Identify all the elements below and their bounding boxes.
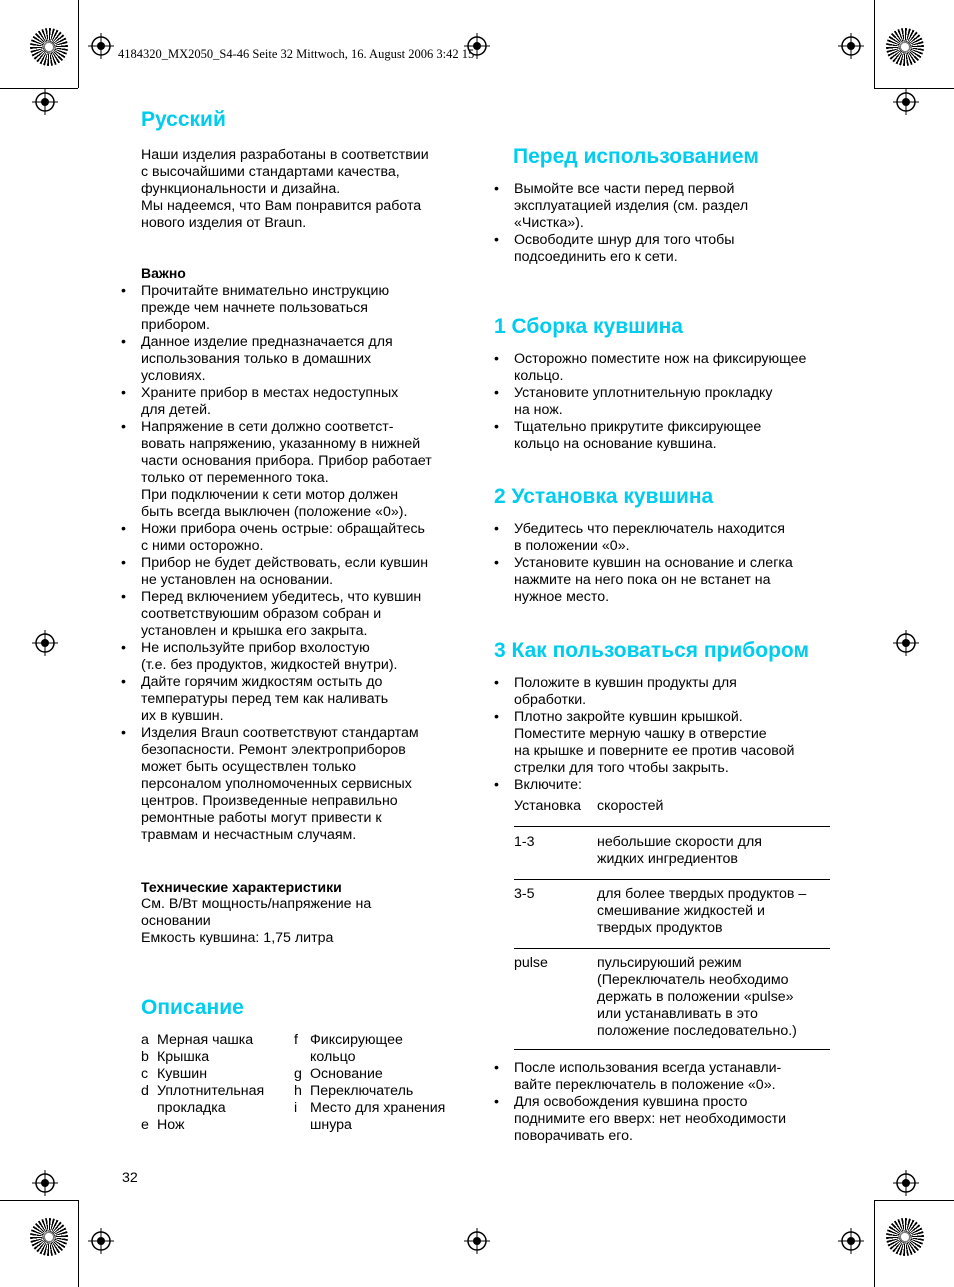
important-heading: Важно: [141, 265, 186, 281]
intro-text: Наши изделия разработаны в соответствии с высочайшими стандартами качества, функциональности и дизайна. Мы надеемся, что Вам понравится работа нового изделия от Braun.: [141, 147, 429, 231]
registration-mark-icon: [88, 1228, 114, 1254]
description-item: b Крышка: [141, 1049, 210, 1065]
list-item: • Плотно закройте кувшин крышкой. Поместите мерную чашку в отверстие на крышке и поверните ее против часовой стрелки для того чтобы закрыть.: [494, 709, 839, 777]
important-list: [121, 283, 466, 844]
before-use-title: Перед использованием: [513, 145, 759, 168]
list-item: • Тщательно прикрутите фиксирующее кольцо на основание кувшина.: [494, 419, 839, 453]
page-title: Русский: [141, 108, 226, 131]
registration-mark-icon: [88, 33, 114, 59]
description-item: i Место для хранения шнура: [294, 1100, 446, 1133]
list-item: • Прибор не будет действовать, если кувшин не установлен на основании.: [121, 555, 466, 589]
table-row: 3-5 для более твердых продуктов – смешивание жидкостей и твердых продуктов: [514, 880, 830, 949]
list-item: • Осторожно поместите нож на фиксирующее кольцо.: [494, 351, 839, 385]
description-column-1: [141, 1032, 291, 1134]
registration-mark-icon: [464, 1228, 490, 1254]
list-item: • Включите:: [494, 777, 839, 794]
list-item: • Установите уплотнительную прокладку на нож.: [494, 385, 839, 419]
page-number: 32: [122, 1170, 138, 1186]
registration-mark-icon: [893, 1170, 919, 1196]
list-item: • Ножи прибора очень острые: обращайтесь с ними осторожно.: [121, 521, 466, 555]
crop-mark: [874, 1200, 954, 1201]
registration-mark-icon: [32, 630, 58, 656]
section-1-title: 1 Сборка кувшина: [494, 315, 683, 338]
color-target-icon: [886, 1218, 924, 1256]
table-row: 1-3 небольшие скорости для жидких ингредиентов: [514, 827, 830, 880]
list-item: • Для освобождения кувшина просто поднимите его вверх: нет необходимости поворачивать его.: [494, 1094, 839, 1145]
list-item: • После использования всегда устанавли- вайте переключатель в положение «0».: [494, 1060, 839, 1094]
list-item: • Вымойте все части перед первой эксплуатацией изделия (см. раздел «Чистка»).: [494, 181, 834, 232]
color-target-icon: [886, 28, 924, 66]
list-item: • Не используйте прибор вхолостую (т.е. без продуктов, жидкостей внутри).: [121, 640, 466, 674]
registration-mark-icon: [838, 33, 864, 59]
description-title: Описание: [141, 996, 244, 1019]
list-item: • Установите кувшин на основание и слегка нажмите на него пока он не встанет на нужное место.: [494, 555, 839, 606]
before-use-list: [494, 181, 834, 266]
description-item: h Переключатель: [294, 1083, 414, 1099]
crop-mark: [78, 0, 79, 88]
list-item: • Убедитесь что переключатель находится в положении «0».: [494, 521, 839, 555]
speed-table-header: Установка скоростей: [514, 798, 830, 827]
crop-mark: [874, 1200, 875, 1287]
description-item: a Мерная чашка: [141, 1032, 254, 1048]
list-item: • Положите в кувшин продукты для обработки.: [494, 675, 839, 709]
list-item: • Напряжение в сети должно соответст- вовать напряжению, указанному в нижней части основания прибора. Прибор работает только от переменного тока. При подключении к сети мотор должен быть всегда выключен (положение «0»).: [121, 419, 466, 521]
section-3-title: 3 Как пользоваться прибором: [494, 639, 809, 662]
color-target-icon: [30, 1218, 68, 1256]
description-item: g Основание: [294, 1066, 383, 1082]
registration-mark-icon: [893, 89, 919, 115]
tech-heading: Технические характеристики: [141, 879, 342, 895]
registration-mark-icon: [838, 1228, 864, 1254]
after-use-list: [494, 1060, 839, 1145]
color-target-icon: [30, 28, 68, 66]
description-item: d Уплотнительная прокладка: [141, 1083, 265, 1116]
registration-mark-icon: [893, 630, 919, 656]
list-item: • Храните прибор в местах недоступных для детей.: [121, 385, 466, 419]
section-2-list: [494, 521, 839, 606]
table-row: pulse пульсируюший режим (Переключатель необходимо держать в положении «pulse» или устанавливать в это положение последовательно.): [514, 949, 830, 1050]
description-item: e Нож: [141, 1117, 185, 1133]
list-item: • Перед включением убедитесь, что кувшин соответствуюшим образом собран и установлен и крышка его закрыта.: [121, 589, 466, 640]
crop-mark: [78, 1200, 79, 1287]
tech-text: См. В/Вт мощность/напряжение на основании Емкость кувшина: 1,75 литра: [141, 896, 372, 946]
list-item: • Дайте горячим жидкостям остыть до температуры перед тем как наливать их в кувшин.: [121, 674, 466, 725]
print-header: 4184320_MX2050_S4-46 Seite 32 Mittwoch, 16. August 2006 3:42 15: [118, 47, 475, 61]
speed-table: [514, 798, 830, 1050]
section-2-title: 2 Установка кувшина: [494, 485, 714, 508]
list-item: • Изделия Braun соответствуют стандартам безопасности. Ремонт электроприборов может быть осуществлен только персоналом уполномоченных сервисных центров. Произведенные неправильно ремонтные работы могут привести к травмам и несчастным случаям.: [121, 725, 466, 844]
registration-mark-icon: [32, 1170, 58, 1196]
description-item: c Кувшин: [141, 1066, 208, 1082]
description-column-2: [294, 1032, 464, 1134]
registration-mark-icon: [32, 89, 58, 115]
list-item: • Прочитайте внимательно инструкцию прежде чем начнете пользоваться прибором.: [121, 283, 466, 334]
description-item: f Фиксирующее кольцо: [294, 1032, 403, 1065]
list-item: • Освободите шнур для того чтобы подсоединить его к сети.: [494, 232, 834, 266]
section-1-list: [494, 351, 839, 453]
list-item: • Данное изделие предназначается для использования только в домашних условиях.: [121, 334, 466, 385]
crop-mark: [0, 1200, 78, 1201]
section-3-list: [494, 675, 839, 794]
crop-mark: [874, 0, 875, 88]
